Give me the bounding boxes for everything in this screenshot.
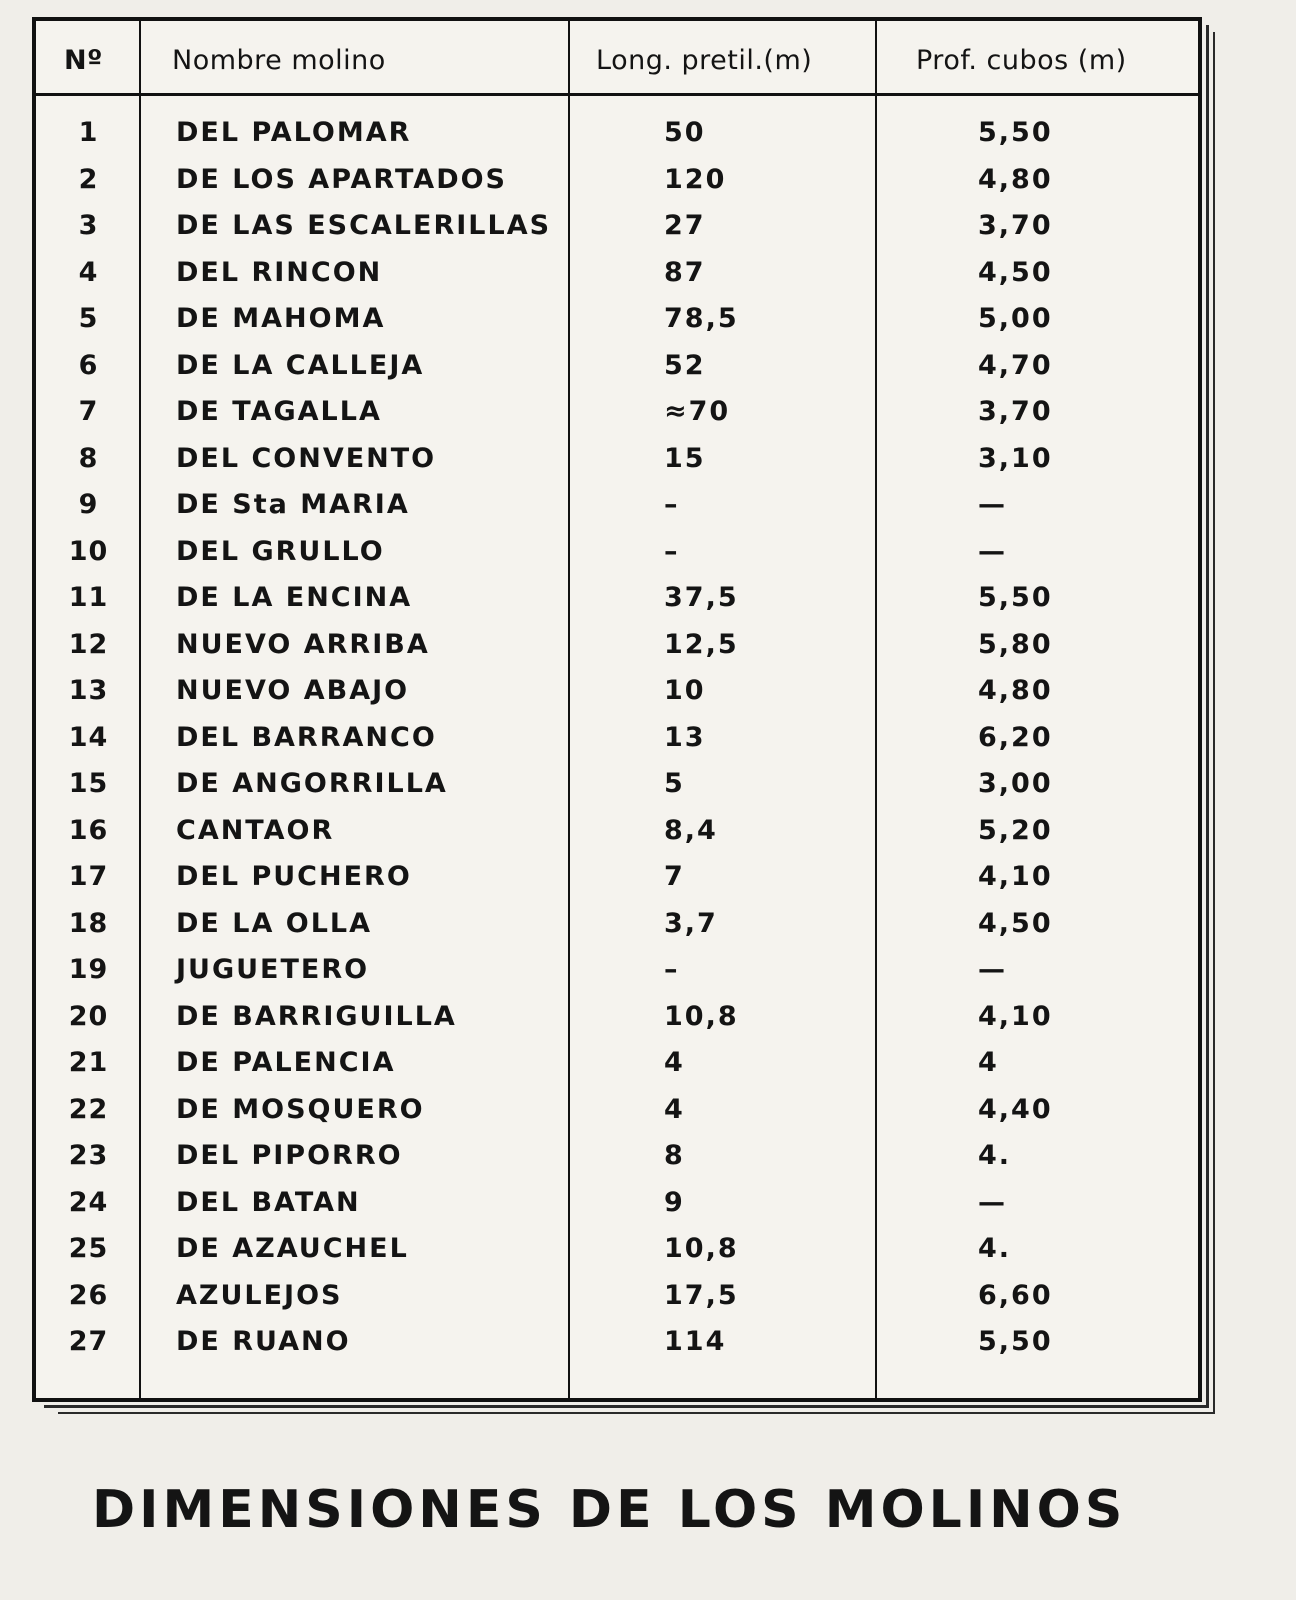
mill-name: DEL PIPORRO <box>176 1140 403 1171</box>
row-number: 13 <box>68 675 109 706</box>
row-number: 2 <box>78 163 99 195</box>
row-number: 6 <box>78 349 99 381</box>
cubo-depth: 4. <box>978 1233 1012 1264</box>
table-row <box>36 768 1198 814</box>
cubo-depth: 4 <box>978 1047 999 1078</box>
row-number: 1 <box>78 117 99 148</box>
row-number: 24 <box>68 1186 109 1218</box>
pretil-length: 120 <box>664 163 727 195</box>
cubo-depth: 4,80 <box>978 163 1053 195</box>
row-number: 26 <box>68 1279 109 1311</box>
cubo-depth: 3,70 <box>978 210 1053 241</box>
row-number: 27 <box>68 1326 109 1357</box>
table-row <box>36 303 1198 349</box>
row-number: 9 <box>78 489 99 520</box>
pretil-length: 15 <box>664 442 706 474</box>
table-row <box>36 1280 1198 1326</box>
cubo-depth: 5,20 <box>978 814 1053 846</box>
cubo-depth: 5,80 <box>978 628 1053 660</box>
mill-name: DE RUANO <box>176 1326 351 1357</box>
mill-name: DEL PALOMAR <box>176 117 412 148</box>
cubo-depth: 6,20 <box>978 721 1053 753</box>
row-number: 14 <box>68 721 109 753</box>
pretil-length: 50 <box>664 117 706 148</box>
mill-name: DE LOS APARTADOS <box>176 163 508 195</box>
table-row <box>36 722 1198 768</box>
header-num: Nº <box>64 45 103 76</box>
table-row <box>36 675 1198 721</box>
pretil-length: 13 <box>664 721 706 753</box>
pretil-length: 12,5 <box>664 628 739 660</box>
row-number: 4 <box>78 256 99 288</box>
mill-name: DE TAGALLA <box>176 396 382 427</box>
table-row <box>36 350 1198 396</box>
table-row <box>36 489 1198 535</box>
cubo-depth: 5,50 <box>978 117 1053 148</box>
mill-name: DE LAS ESCALERILLAS <box>176 210 552 241</box>
pretil-length: 87 <box>664 256 706 288</box>
table-row <box>36 1326 1198 1372</box>
mill-name: AZULEJOS <box>176 1279 343 1311</box>
cubo-depth: 4,50 <box>978 256 1053 288</box>
mill-name: DE AZAUCHEL <box>176 1233 409 1264</box>
cubo-depth: 4,10 <box>978 1000 1053 1032</box>
header-length: Long. pretil.(m) <box>596 45 813 76</box>
pretil-length: – <box>664 954 680 985</box>
mill-name: DE PALENCIA <box>176 1047 396 1078</box>
cubo-depth: 5,50 <box>978 1326 1053 1357</box>
mill-name: JUGUETERO <box>176 954 370 985</box>
pretil-length: 10 <box>664 675 706 706</box>
cubo-depth: — <box>978 489 1007 520</box>
mill-name: DE MOSQUERO <box>176 1093 425 1125</box>
cubo-depth: 6,60 <box>978 1279 1053 1311</box>
mill-name: NUEVO ARRIBA <box>176 628 430 660</box>
cubo-depth: 4,70 <box>978 349 1053 381</box>
mill-name: DEL GRULLO <box>176 535 385 567</box>
table-row <box>36 908 1198 954</box>
row-number: 25 <box>68 1233 109 1264</box>
cubo-depth: 4,80 <box>978 675 1053 706</box>
mill-name: DEL RINCON <box>176 256 383 288</box>
cubo-depth: 3,00 <box>978 768 1053 799</box>
row-number: 16 <box>68 814 109 846</box>
pretil-length: 4 <box>664 1093 685 1125</box>
row-number: 10 <box>68 535 109 567</box>
cubo-depth: 4,50 <box>978 907 1053 939</box>
cubo-depth: 5,00 <box>978 303 1053 334</box>
page-title: DIMENSIONES DE LOS MOLINOS <box>92 1480 1127 1540</box>
cubo-depth: — <box>978 535 1007 567</box>
molinos-table <box>32 17 1202 1402</box>
mill-name: DEL PUCHERO <box>176 861 412 892</box>
mill-name: DE LA ENCINA <box>176 582 413 613</box>
pretil-length: 17,5 <box>664 1279 739 1311</box>
mill-name: DEL CONVENTO <box>176 442 437 474</box>
pretil-length: 78,5 <box>664 303 739 334</box>
row-number: 17 <box>68 861 109 892</box>
header-depth: Prof. cubos (m) <box>916 45 1127 76</box>
pretil-length: 4 <box>664 1047 685 1078</box>
mill-name: DE LA CALLEJA <box>176 349 425 381</box>
pretil-length: – <box>664 535 680 567</box>
pretil-length: 10,8 <box>664 1000 739 1032</box>
row-number: 20 <box>68 1000 109 1032</box>
cubo-depth: 3,70 <box>978 396 1053 427</box>
row-number: 5 <box>78 303 99 334</box>
pretil-length: 10,8 <box>664 1233 739 1264</box>
mill-name: DE ANGORRILLA <box>176 768 448 799</box>
table-row <box>36 257 1198 303</box>
pretil-length: 3,7 <box>664 907 718 939</box>
table-row <box>36 396 1198 442</box>
cubo-depth: 3,10 <box>978 442 1053 474</box>
header-name: Nombre molino <box>172 45 386 76</box>
mill-name: NUEVO ABAJO <box>176 675 410 706</box>
row-number: 21 <box>68 1047 109 1078</box>
mill-name: DE LA OLLA <box>176 907 373 939</box>
frame-shadow-right-1 <box>1206 25 1209 1406</box>
mill-name: DE MAHOMA <box>176 303 386 334</box>
mill-name: DE BARRIGUILLA <box>176 1000 457 1032</box>
table-row <box>36 1047 1198 1093</box>
pretil-length: 114 <box>664 1326 727 1357</box>
row-number: 3 <box>78 210 99 241</box>
pretil-length: 9 <box>664 1186 685 1218</box>
table-row <box>36 582 1198 628</box>
table-row <box>36 1094 1198 1140</box>
table-row <box>36 117 1198 163</box>
row-number: 7 <box>78 396 99 427</box>
table-row <box>36 443 1198 489</box>
row-number: 18 <box>68 907 109 939</box>
table-row <box>36 1001 1198 1047</box>
mill-name: CANTAOR <box>176 814 335 846</box>
cubo-depth: 5,50 <box>978 582 1053 613</box>
pretil-length: 27 <box>664 210 706 241</box>
frame-shadow-bottom-1 <box>44 1405 1209 1408</box>
row-number: 22 <box>68 1093 109 1125</box>
row-number: 8 <box>78 442 99 474</box>
pretil-length: 8 <box>664 1140 685 1171</box>
mill-name: DEL BARRANCO <box>176 721 437 753</box>
table-row <box>36 1187 1198 1233</box>
row-number: 12 <box>68 628 109 660</box>
table-row <box>36 1233 1198 1279</box>
pretil-length: 37,5 <box>664 582 739 613</box>
pretil-length: – <box>664 489 680 520</box>
frame-shadow-bottom-2 <box>58 1412 1215 1414</box>
row-number: 19 <box>68 954 109 985</box>
pretil-length: 7 <box>664 861 685 892</box>
cubo-depth: 4,40 <box>978 1093 1053 1125</box>
table-row <box>36 861 1198 907</box>
cubo-depth: — <box>978 1186 1007 1218</box>
pretil-length: 5 <box>664 768 685 799</box>
table-row <box>36 164 1198 210</box>
table-row <box>36 210 1198 256</box>
cubo-depth: — <box>978 954 1007 985</box>
row-number: 11 <box>68 582 109 613</box>
table-row <box>36 1140 1198 1186</box>
cubo-depth: 4,10 <box>978 861 1053 892</box>
cubo-depth: 4. <box>978 1140 1012 1171</box>
table-row <box>36 536 1198 582</box>
row-number: 15 <box>68 768 109 799</box>
table-row <box>36 629 1198 675</box>
frame-shadow-right-2 <box>1213 32 1215 1412</box>
pretil-length: 8,4 <box>664 814 718 846</box>
pretil-length: 52 <box>664 349 706 381</box>
table-row <box>36 954 1198 1000</box>
mill-name: DEL BATAN <box>176 1186 361 1218</box>
mill-name: DE Sta MARIA <box>176 489 410 520</box>
table-row <box>36 815 1198 861</box>
row-number: 23 <box>68 1140 109 1171</box>
header-divider <box>36 93 1198 96</box>
pretil-length: ≈70 <box>664 396 731 427</box>
